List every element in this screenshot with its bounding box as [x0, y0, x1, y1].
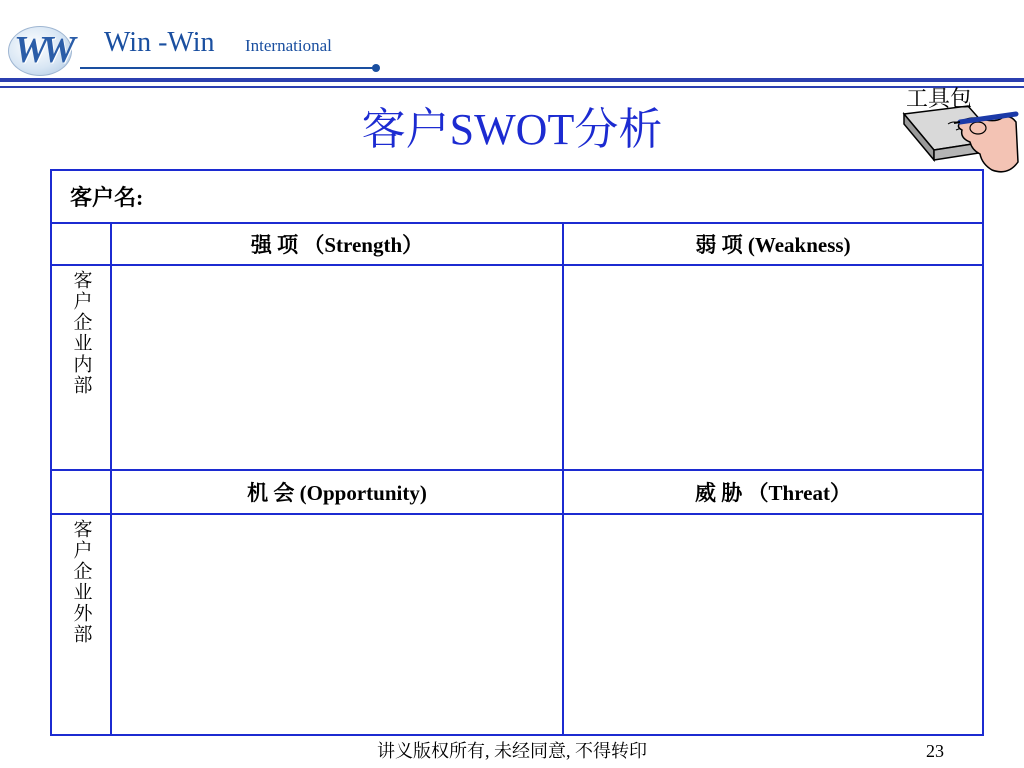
brand-name: Win -Win — [104, 27, 215, 58]
internal-label: 客户企业内部 — [70, 270, 92, 396]
toolkit-label: 工具包 — [906, 86, 973, 111]
header-rule-thin — [0, 86, 1024, 88]
header-rule-thick — [0, 78, 1024, 82]
internal-side-cell — [51, 265, 111, 470]
external-side-cell — [51, 514, 111, 735]
weakness-header: 弱 项 (Weakness) — [563, 223, 983, 265]
brand-dot — [372, 64, 380, 72]
customer-name-label: 客户名: — [70, 185, 144, 210]
strength-content-cell[interactable] — [111, 265, 563, 470]
brand-subtitle: International — [245, 36, 332, 55]
header-blank-cell-2 — [51, 470, 111, 514]
copyright-notice: 讲义版权所有, 未经同意, 不得转印 — [377, 741, 647, 761]
logo-ww-icon: WW — [14, 29, 70, 71]
weakness-content-cell[interactable] — [563, 265, 983, 470]
page-number: 23 — [926, 741, 944, 761]
opportunity-header: 机 会 (Opportunity) — [111, 470, 563, 514]
threat-header: 威 胁 （Threat） — [563, 470, 983, 514]
external-label: 客户企业外部 — [70, 519, 92, 645]
brand-underline — [80, 67, 376, 69]
strength-header: 强 项 （Strength） — [111, 223, 563, 265]
header-blank-cell — [51, 223, 111, 265]
page-title: 客户SWOT分析 — [361, 105, 663, 154]
opportunity-content-cell[interactable] — [111, 514, 563, 735]
swot-table — [50, 169, 984, 736]
threat-content-cell[interactable] — [563, 514, 983, 735]
customer-name-cell[interactable] — [51, 170, 983, 223]
